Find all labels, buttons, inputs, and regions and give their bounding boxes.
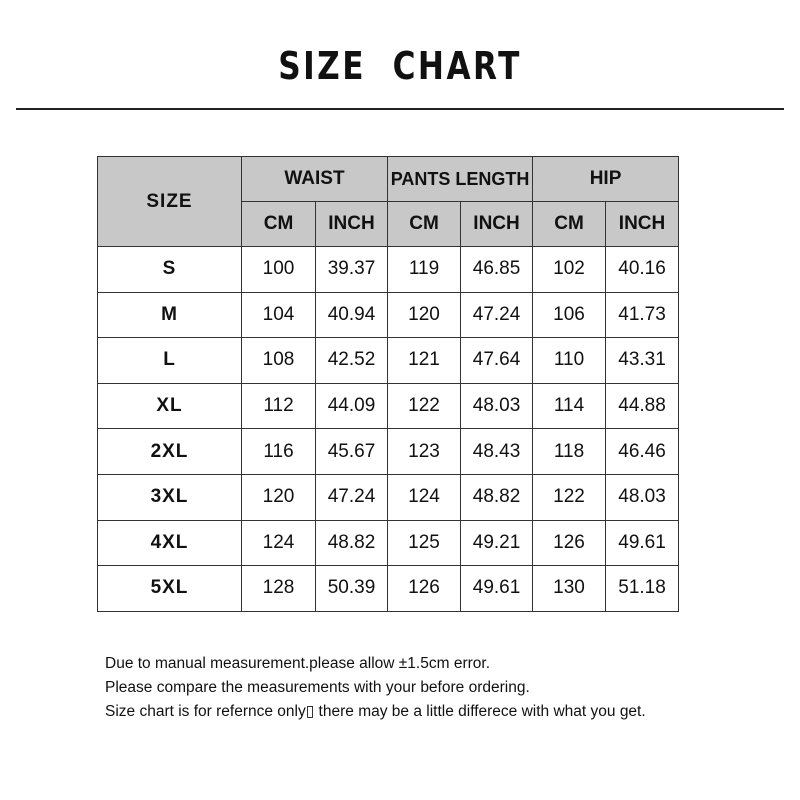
- size-cell: L: [98, 338, 242, 384]
- size-column-header: SIZE: [98, 157, 242, 247]
- measurement-cell: 39.37: [316, 247, 388, 293]
- table-row: [98, 383, 679, 429]
- size-table-body: [98, 247, 679, 612]
- notes: [105, 652, 785, 724]
- measurement-cell: 48.43: [461, 429, 533, 475]
- size-cell: 2XL: [98, 429, 242, 475]
- measurement-cell: 126: [388, 566, 461, 612]
- measurement-cell: 48.03: [461, 383, 533, 429]
- size-cell: 4XL: [98, 520, 242, 566]
- measurement-cell: 124: [242, 520, 316, 566]
- measurement-cell: 130: [533, 566, 606, 612]
- measurement-cell: 46.85: [461, 247, 533, 293]
- measurement-cell: 122: [533, 474, 606, 520]
- size-cell: 3XL: [98, 474, 242, 520]
- measurement-cell: 46.46: [606, 429, 679, 475]
- measurement-cell: 124: [388, 474, 461, 520]
- measurement-cell: 118: [533, 429, 606, 475]
- measurement-cell: 48.82: [316, 520, 388, 566]
- size-cell: 5XL: [98, 566, 242, 612]
- size-cell: M: [98, 292, 242, 338]
- measurement-cell: 128: [242, 566, 316, 612]
- waist-group-header: WAIST: [242, 157, 388, 202]
- measurement-cell: 120: [388, 292, 461, 338]
- table-row: [98, 429, 679, 475]
- measurement-cell: 122: [388, 383, 461, 429]
- table-row: [98, 474, 679, 520]
- measurement-cell: 106: [533, 292, 606, 338]
- measurement-cell: 123: [388, 429, 461, 475]
- measurement-cell: 121: [388, 338, 461, 384]
- measurement-cell: 100: [242, 247, 316, 293]
- size-chart-table: [97, 156, 679, 612]
- page-title: SIZE CHART: [278, 44, 522, 88]
- unit-header-hip-inch: INCH: [606, 202, 679, 247]
- measurement-cell: 40.94: [316, 292, 388, 338]
- note-line: Please compare the measurements with your before ordering.: [105, 679, 530, 696]
- measurement-cell: 47.24: [461, 292, 533, 338]
- measurement-cell: 47.64: [461, 338, 533, 384]
- measurement-cell: 47.24: [316, 474, 388, 520]
- unit-header-waist-cm: CM: [242, 202, 316, 247]
- measurement-cell: 108: [242, 338, 316, 384]
- measurement-cell: 112: [242, 383, 316, 429]
- measurement-cell: 44.09: [316, 383, 388, 429]
- unit-header-hip-cm: CM: [533, 202, 606, 247]
- measurement-cell: 43.31: [606, 338, 679, 384]
- note-line: Due to manual measurement.please allow ±1.5cm error.: [105, 655, 490, 672]
- measurement-cell: 104: [242, 292, 316, 338]
- measurement-cell: 120: [242, 474, 316, 520]
- measurement-cell: 110: [533, 338, 606, 384]
- measurement-cell: 49.61: [606, 520, 679, 566]
- size-cell: S: [98, 247, 242, 293]
- measurement-cell: 50.39: [316, 566, 388, 612]
- measurement-cell: 41.73: [606, 292, 679, 338]
- measurement-cell: 116: [242, 429, 316, 475]
- measurement-cell: 42.52: [316, 338, 388, 384]
- measurement-cell: 48.82: [461, 474, 533, 520]
- table-row: [98, 247, 679, 293]
- pants-length-group-header: PANTS LENGTH: [388, 157, 533, 202]
- hip-group-header: HIP: [533, 157, 679, 202]
- table-row: [98, 292, 679, 338]
- unit-header-length-cm: CM: [388, 202, 461, 247]
- measurement-cell: 102: [533, 247, 606, 293]
- measurement-cell: 45.67: [316, 429, 388, 475]
- measurement-cell: 125: [388, 520, 461, 566]
- table-row: [98, 338, 679, 384]
- note-line: Size chart is for refernce only▯ there may be a little differece with what you get.: [105, 703, 646, 720]
- unit-header-waist-inch: INCH: [316, 202, 388, 247]
- measurement-cell: 119: [388, 247, 461, 293]
- measurement-cell: 49.21: [461, 520, 533, 566]
- title-divider: [16, 108, 784, 110]
- table-row: [98, 566, 679, 612]
- measurement-cell: 51.18: [606, 566, 679, 612]
- measurement-cell: 48.03: [606, 474, 679, 520]
- measurement-cell: 126: [533, 520, 606, 566]
- measurement-cell: 114: [533, 383, 606, 429]
- measurement-cell: 44.88: [606, 383, 679, 429]
- measurement-cell: 49.61: [461, 566, 533, 612]
- unit-header-length-inch: INCH: [461, 202, 533, 247]
- size-cell: XL: [98, 383, 242, 429]
- measurement-cell: 40.16: [606, 247, 679, 293]
- table-row: [98, 520, 679, 566]
